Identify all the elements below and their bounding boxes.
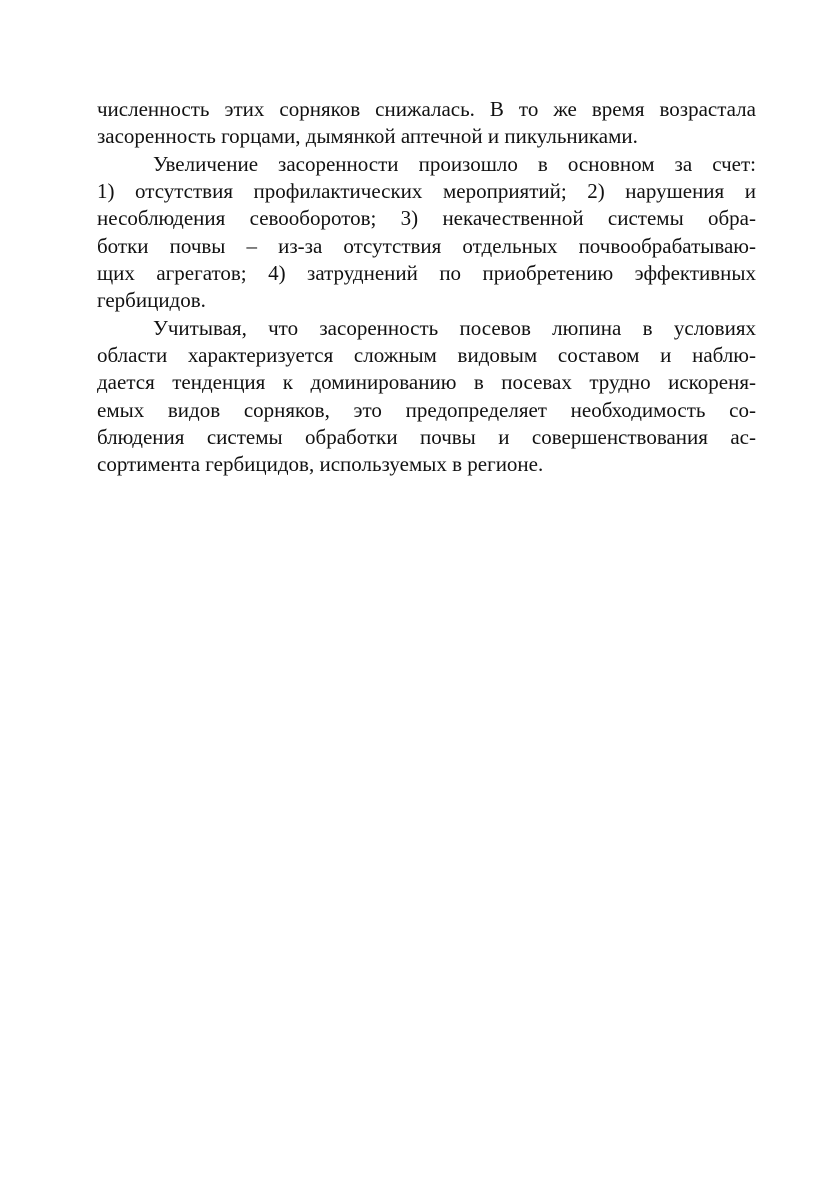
text-line: блюдения системы обработки почвы и совершенствования ас-	[97, 425, 756, 450]
body-text	[97, 96, 756, 479]
text-line: щих агрегатов; 4) затруднений по приобретению эффективных	[97, 261, 756, 286]
text-line: Учитывая, что засоренность посевов люпина в условиях	[153, 315, 756, 340]
text-line: несоблюдения севооборотов; 3) некачественной системы обра-	[97, 206, 756, 231]
text-line: гербицидов.	[97, 288, 206, 313]
paragraph-3	[97, 315, 756, 479]
text-line: численность этих сорняков снижалась. В то же время возрастала	[97, 97, 756, 121]
text-line: 1) отсутствия профилактических мероприятий; 2) нарушения и	[97, 179, 756, 204]
text-line: области характеризуется сложным видовым составом и наблю-	[97, 343, 756, 368]
text-line: ботки почвы – из-за отсутствия отдельных почвообрабатываю-	[97, 233, 756, 258]
text-line: Увеличение засоренности произошло в основном за счет:	[153, 151, 756, 176]
paragraph-2	[97, 151, 756, 315]
text-line: дается тенденция к доминированию в посевах трудно искореня-	[97, 370, 756, 395]
text-line: емых видов сорняков, это предопределяет необходимость со-	[97, 397, 756, 422]
text-line: сортимента гербицидов, используемых в регионе.	[97, 452, 544, 477]
text-line: засоренность горцами, дымянкой аптечной и пикульниками.	[97, 124, 638, 149]
paragraph-1	[97, 96, 756, 151]
